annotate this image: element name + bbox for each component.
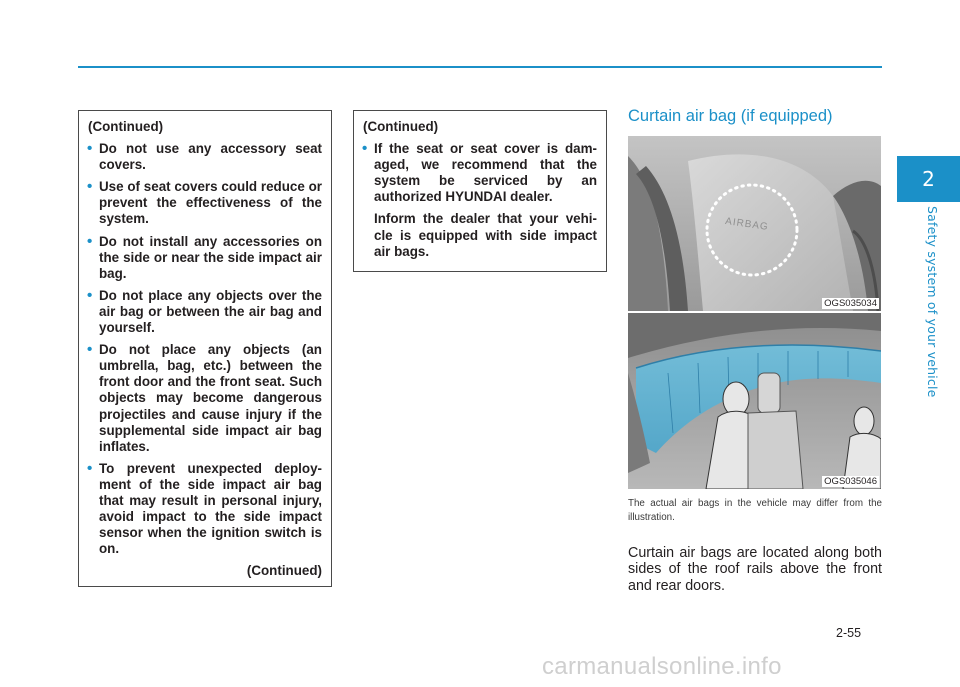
warning-bullet: • Do not place any objects (an umbrella, bag, etc.) between the front door and the front seat. Such objects may become dangerous projectiles and cause injury if the supplemental side impact air bag inflates. [87,341,322,454]
chapter-number-tab[interactable] [897,156,960,202]
bullet-icon: • [362,140,368,158]
chapter-title: Safety system of your vehicle [925,206,940,398]
warning-box-right [353,110,607,272]
airbag-embossed-label: AIRBAG [724,216,770,233]
header-rule [78,66,882,68]
page-number: 2-55 [836,626,862,640]
warning-bullet: • Use of seat covers could reduce or prevent the effectiveness of the system. [87,178,322,227]
warning-bullet: • To prevent unexpected deploy-ment of the side impact air bag that may result in personal injury, avoid impact to the side impact sensor when the ignition switch is on. [87,459,322,557]
body-paragraph: Curtain air bags are located along both sides of the roof rails above the front and rear doors. [628,545,882,594]
bullet-icon: • [87,286,93,304]
figure-code: OGS035046 [824,476,877,487]
warning-bullet: • Do not place any objects over the air bag or between the air bag and yourself. [87,286,322,336]
figure-airbag-label [628,136,881,311]
figure-code: OGS035034 [824,298,877,309]
figure-caption: The actual air bags in the vehicle may differ from the illustration. [628,498,882,523]
figure-curtain-airbag [628,313,881,489]
warning-bullet: • Do not install any accessories on the side or near the side impact air bag. [87,232,322,281]
bullet-icon: • [87,140,93,158]
warning-heading: (Continued) [88,119,164,134]
warning-heading: (Continued) [363,119,439,134]
chapter-number: 2 [922,167,935,191]
warning-bullet: • Do not use any accessory seat covers. [87,140,322,173]
bullet-icon: • [87,341,93,359]
watermark: carmanualsonline.info [542,653,782,680]
warning-paragraph: Inform the dealer that your vehi-cle is equipped with side impact air bags. [374,211,597,259]
warning-footer: (Continued) [246,563,322,579]
section-title: Curtain air bag (if equipped) [628,107,833,125]
warning-box-left [78,110,332,587]
bullet-icon: • [87,232,93,250]
curtain-airbag-illustration [628,313,881,489]
warning-bullet: • If the seat or seat cover is dam-aged, we recommend that the system be serviced by an authorized HYUNDAI dealer. [362,140,597,205]
bullet-icon: • [87,178,93,196]
bullet-icon: • [87,459,93,477]
